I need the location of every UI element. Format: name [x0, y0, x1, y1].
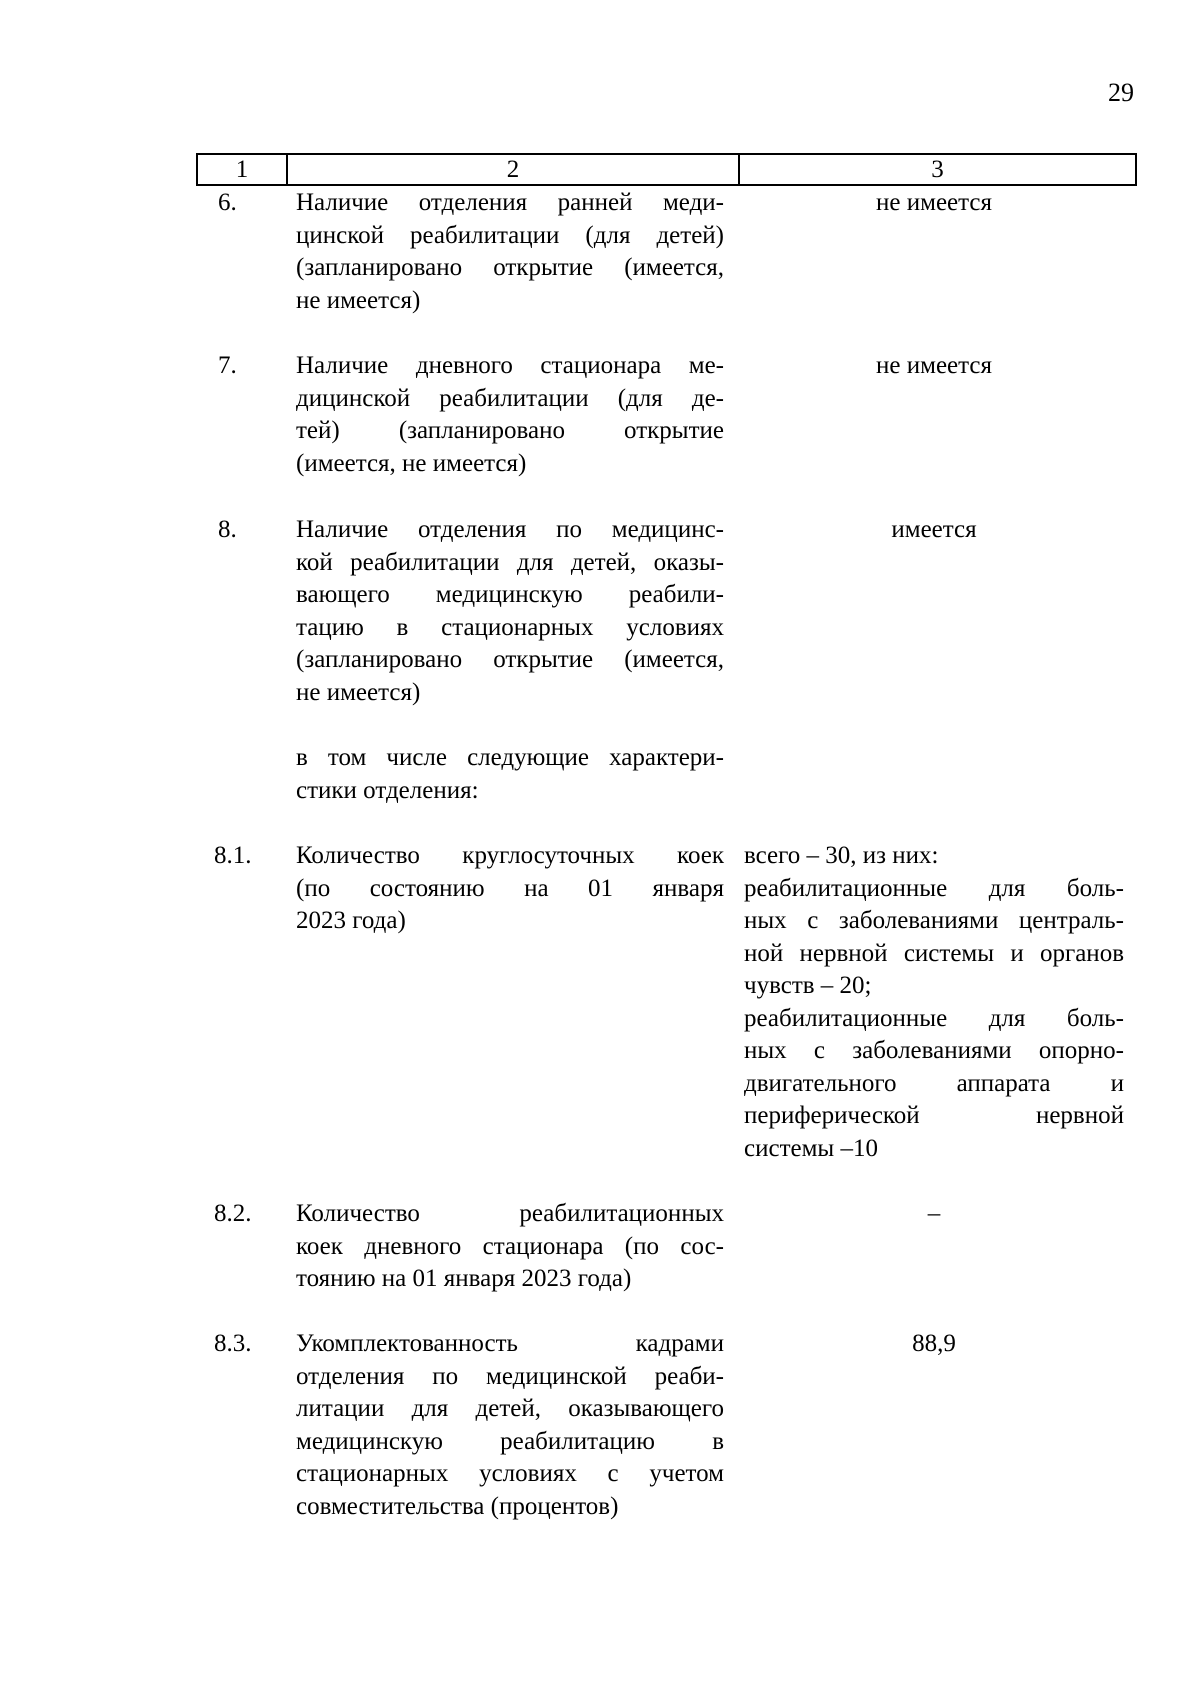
description-line: не имеется)	[296, 678, 421, 706]
row-number: 6.	[218, 189, 237, 216]
row-description	[296, 1198, 724, 1296]
value-line: ной нервной системы и органов	[744, 939, 1124, 967]
header-col-2: 2	[288, 155, 740, 184]
description-line: коек дневного стационара (по сос-	[296, 1232, 724, 1260]
row-number: 8.2.	[214, 1200, 252, 1227]
row-value: –	[927, 1200, 941, 1227]
value-line: реабилитационные для боль-	[744, 1004, 1124, 1032]
description-line: тей) (запланировано открытие	[296, 417, 724, 444]
page-number: 29	[1108, 78, 1134, 107]
value-line: периферической нервной	[744, 1102, 1124, 1129]
description-line: вающего медицинскую реабили-	[296, 581, 724, 608]
row-description	[296, 742, 724, 807]
description-line: в том числе следующие характери-	[296, 744, 724, 771]
row-value: имеется	[891, 516, 977, 543]
description-line: Количество круглосуточных коек	[296, 842, 724, 869]
table-header	[196, 153, 1137, 186]
description-line: не имеется)	[296, 286, 421, 314]
description-line: Наличие отделения по медицинс-	[296, 516, 724, 543]
value-line: ных с заболеваниями централь-	[744, 907, 1124, 934]
row-description	[296, 840, 724, 938]
description-line: (запланировано открытие (имеется,	[296, 646, 724, 673]
header-col-3: 3	[931, 156, 944, 183]
description-line: литации для детей, оказывающего	[296, 1395, 724, 1422]
description-line: Наличие дневного стационара ме-	[296, 352, 724, 379]
description-line: кой реабилитации для детей, оказы-	[296, 548, 724, 576]
row-value: не имеется	[876, 352, 992, 379]
description-line: совместительства (процентов)	[296, 1492, 619, 1520]
description-line: тацию в стационарных условиях	[296, 613, 724, 641]
row-value	[744, 840, 1124, 1165]
description-line: цинской реабилитации (для детей)	[296, 221, 724, 249]
description-line: Укомплектованность кадрами	[296, 1330, 724, 1357]
description-line: 2023 года)	[296, 907, 406, 934]
row-number: 8.3.	[214, 1330, 252, 1357]
row-value: не имеется	[876, 189, 992, 216]
value-line: реабилитационные для боль-	[744, 874, 1124, 902]
row-number: 7.	[218, 352, 237, 379]
description-line: отделения по медицинской реаби-	[296, 1362, 724, 1390]
description-line: стики отделения:	[296, 776, 479, 804]
description-line: Количество реабилитационных	[296, 1200, 724, 1227]
header-col-1: 1	[198, 155, 288, 184]
row-description	[296, 1328, 724, 1523]
value-line: ных с заболеваниями опорно-	[744, 1037, 1124, 1064]
description-line: (запланировано открытие (имеется,	[296, 254, 724, 281]
description-line: стационарных условиях с учетом	[296, 1460, 724, 1487]
row-description	[296, 514, 724, 709]
value-line: чувств – 20;	[744, 972, 872, 999]
row-number: 8.1.	[214, 842, 252, 869]
row-number: 8.	[218, 516, 237, 543]
description-line: (по состоянию на 01 января	[296, 874, 724, 902]
description-line: дицинской реабилитации (для де-	[296, 384, 724, 412]
value-line: всего – 30, из них:	[744, 842, 939, 869]
row-value: 88,9	[912, 1330, 956, 1357]
row-description	[296, 350, 724, 480]
value-line: системы –10	[744, 1134, 878, 1162]
description-line: тоянию на 01 января 2023 года)	[296, 1265, 632, 1292]
description-line: медицинскую реабилитацию в	[296, 1427, 724, 1455]
description-line: Наличие отделения ранней меди-	[296, 189, 724, 216]
row-description	[296, 187, 724, 317]
value-line: двигательного аппарата и	[744, 1069, 1124, 1097]
description-line: (имеется, не имеется)	[296, 449, 527, 477]
